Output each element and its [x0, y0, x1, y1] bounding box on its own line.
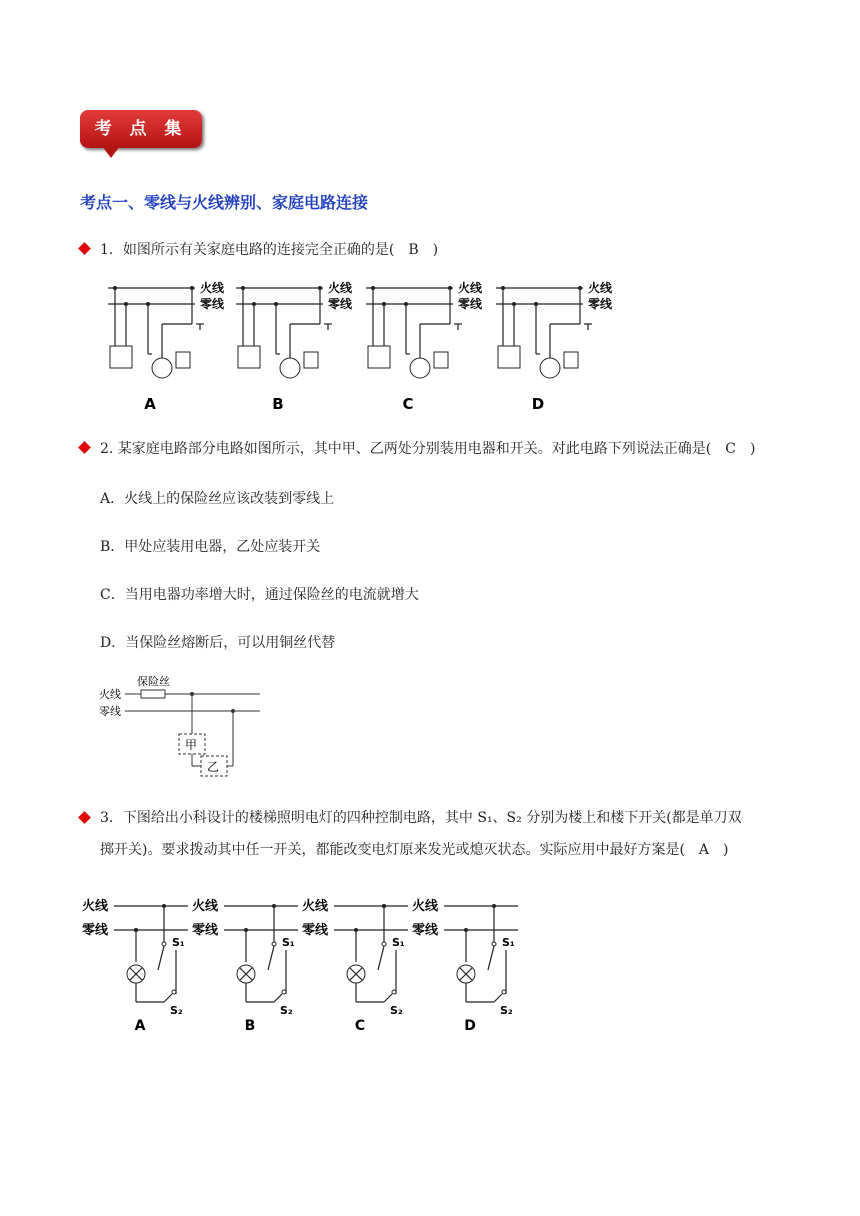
switch-s2-label: S₂ — [500, 1004, 513, 1017]
question-3-line-2: 掷开关)。要求拨动其中任一开关，都能改变电灯原来发光或熄灭状态。实际应用中最好方案是( A ) — [100, 842, 729, 858]
lamp-icon — [540, 358, 560, 378]
panel-label: B — [244, 1018, 256, 1034]
q2-option-d: D．当保险丝熔断后，可以用铜丝代替 — [100, 635, 336, 651]
socket-icon — [110, 346, 132, 368]
switch-contact-icon — [162, 942, 166, 946]
panel-label: D — [531, 395, 545, 413]
question-3-line-1: 3．下图给出小科设计的楼梯照明电灯的四种控制电路，其中 S₁、S₂ 分别为楼上和楼下开关(都是单刀双 — [100, 810, 742, 826]
switch-contact-icon — [272, 942, 276, 946]
q1-panel-b — [236, 280, 353, 413]
panel-label: C — [354, 1018, 366, 1034]
q2-circuit-diagram — [95, 672, 270, 782]
q1-circuit-diagrams — [100, 276, 660, 416]
lamp-icon — [410, 358, 430, 378]
section-title: 考点一、零线与火线辨别、家庭电路连接 — [80, 193, 369, 212]
switch-s1-label: S₁ — [282, 936, 295, 949]
switch-contact-icon — [382, 942, 386, 946]
switch-contact-icon — [502, 990, 506, 994]
q3-panel-d — [412, 898, 518, 1034]
switch-icon — [564, 352, 578, 368]
q1-panel-c — [366, 280, 483, 413]
panel-label: C — [402, 395, 414, 413]
fuse-label: 保险丝 — [137, 675, 170, 688]
q3-panel-b — [192, 898, 298, 1034]
neutral-wire-label: 零线 — [588, 297, 613, 311]
switch-icon — [434, 352, 448, 368]
socket-icon — [368, 346, 390, 368]
switch-contact-icon — [492, 942, 496, 946]
switch-icon — [304, 352, 318, 368]
live-wire-label: 火线 — [82, 899, 109, 914]
neutral-wire-label: 零线 — [458, 297, 483, 311]
bullet-diamond-icon — [78, 441, 91, 454]
socket-icon — [498, 346, 520, 368]
q2-option-a: A．火线上的保险丝应该改装到零线上 — [100, 491, 335, 507]
lamp-icon — [152, 358, 172, 378]
switch-contact-icon — [392, 990, 396, 994]
switch-s1-label: S₁ — [392, 936, 405, 949]
switch-s1-label: S₁ — [172, 936, 185, 949]
switch-contact-icon — [172, 990, 176, 994]
switch-contact-icon — [282, 990, 286, 994]
box-yi-label: 乙 — [207, 760, 220, 774]
socket-icon — [238, 346, 260, 368]
live-wire-label: 火线 — [328, 281, 353, 295]
live-wire-label: 火线 — [200, 281, 225, 295]
badge-label: 考 点 集 训 — [94, 119, 188, 177]
q3-panel-a — [82, 898, 188, 1034]
q2-option-b: B．甲处应装用电器，乙处应装开关 — [100, 539, 321, 555]
live-wire-label: 火线 — [458, 281, 483, 295]
question-1-text: 1．如图所示有关家庭电路的连接完全正确的是( B ) — [100, 242, 439, 258]
bullet-diamond-icon — [78, 242, 91, 255]
question-2-text: 2. 某家庭电路部分电路如图所示，其中甲、乙两处分别装用电器和开关。对此电路下列说法正确是( C ) — [100, 441, 756, 457]
q1-panel-a — [108, 280, 225, 413]
neutral-wire-label: 零线 — [82, 923, 109, 938]
lamp-icon — [280, 358, 300, 378]
live-wire-label: 火线 — [302, 899, 329, 914]
neutral-wire-label: 零线 — [328, 297, 353, 311]
neutral-wire-label: 零线 — [192, 923, 219, 938]
box-jia-label: 甲 — [185, 738, 198, 752]
neutral-wire-label: 零线 — [99, 705, 121, 718]
neutral-wire-label: 零线 — [302, 923, 329, 938]
neutral-wire-label: 零线 — [200, 297, 225, 311]
q3-circuit-diagrams — [80, 890, 530, 1035]
live-wire-label: 火线 — [99, 688, 121, 701]
switch-s1-label: S₁ — [502, 936, 515, 949]
live-wire-label: 火线 — [412, 899, 439, 914]
switch-s2-label: S₂ — [390, 1004, 403, 1017]
live-wire-label: 火线 — [192, 899, 219, 914]
panel-label: B — [272, 395, 284, 413]
panel-label: A — [134, 1018, 146, 1034]
switch-s2-label: S₂ — [170, 1004, 183, 1017]
q3-panel-c — [302, 898, 408, 1034]
switch-icon — [176, 352, 190, 368]
q2-option-c: C．当用电器功率增大时，通过保险丝的电流就增大 — [100, 587, 419, 603]
fuse-icon — [141, 690, 165, 698]
q1-panel-d — [496, 280, 613, 413]
switch-s2-label: S₂ — [280, 1004, 293, 1017]
panel-label: D — [464, 1018, 476, 1034]
live-wire-label: 火线 — [588, 281, 613, 295]
panel-label: A — [144, 395, 156, 413]
neutral-wire-label: 零线 — [412, 923, 439, 938]
bullet-diamond-icon — [78, 811, 91, 824]
